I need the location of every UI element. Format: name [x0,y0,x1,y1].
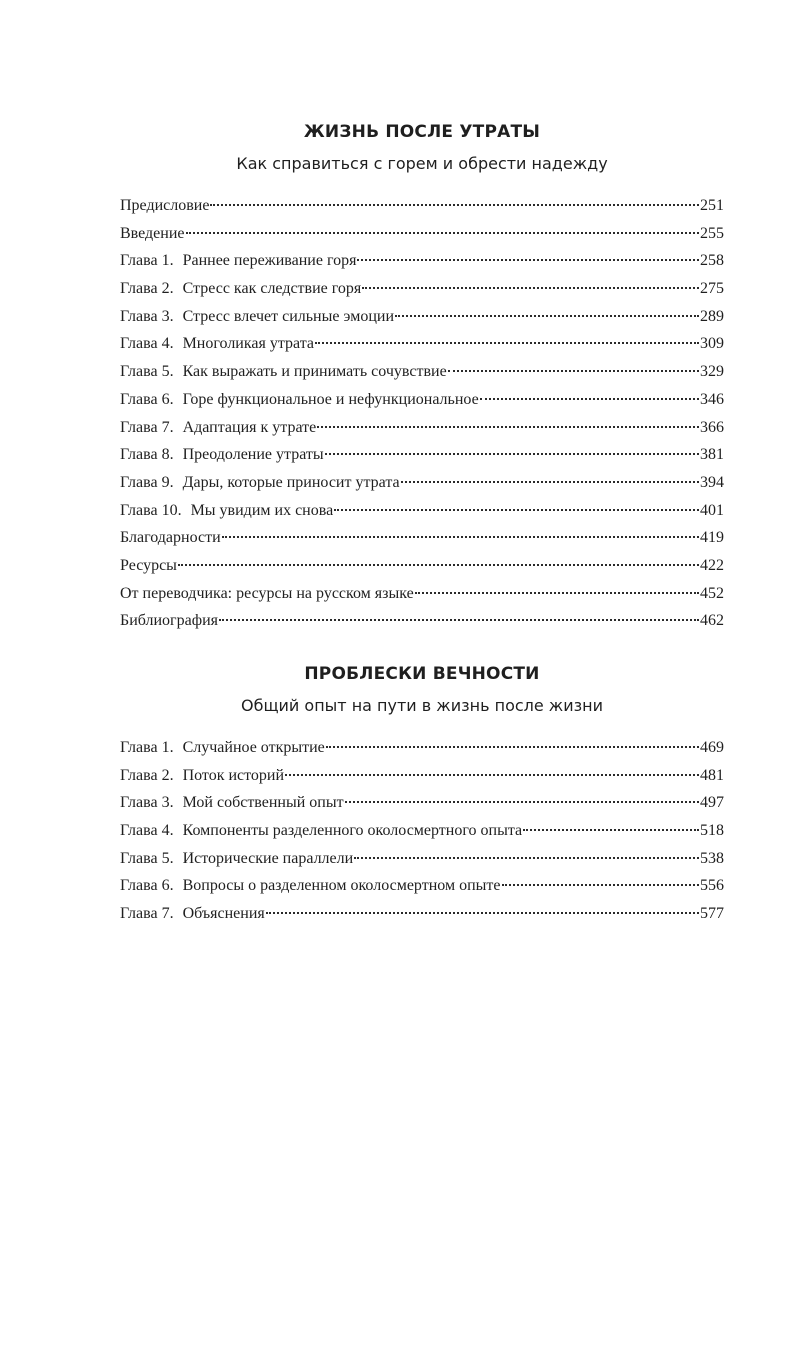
entry-title: Предисловие [120,197,210,214]
dot-leader [315,342,699,344]
chapter-number: Глава 6. [120,877,174,895]
chapter-number: Глава 3. [120,794,174,812]
page-number: 275 [700,280,724,298]
entry-title: Библиография [120,612,218,630]
toc-entry [120,220,724,248]
toc-entry [120,386,724,414]
toc-entry [120,275,724,303]
entry-title: Мой собственный опыт [182,794,344,812]
entry-title: Объяснения [182,905,265,923]
dot-leader [266,912,699,914]
page-number: 289 [700,307,724,325]
section-title: ЖИЗНЬ ПОСЛЕ УТРАТЫ [303,122,541,142]
dot-leader [415,592,699,594]
page-number: 469 [700,739,724,756]
entry-title: Горе функциональное и нефункциональное [182,390,479,408]
dot-leader [325,453,699,455]
dot-leader [219,619,699,621]
chapter-number: Глава 4. [120,822,174,840]
entry-title: Вопросы о разделенном околосмертном опыте [182,877,501,895]
dot-leader [317,426,699,428]
dot-leader [222,536,699,538]
toc-entry [120,552,724,580]
section-subtitle: Общий опыт на пути в жизнь после жизни [241,696,603,715]
toc-section-glimpses-of-eternity [120,660,724,928]
page-number: 497 [700,794,724,812]
chapter-number: Глава 10. [120,501,182,519]
page-number: 419 [700,529,724,547]
entry-title: Введение [120,224,185,242]
chapter-number: Глава 5. [120,363,174,381]
toc-entry [120,497,724,525]
page-number: 538 [700,849,724,867]
page-number: 556 [700,877,724,895]
entry-title: Ресурсы [120,556,177,574]
toc-entry [120,469,724,497]
toc-list [120,734,724,928]
entry-title: От переводчика: ресурсы на русском языке [120,584,414,602]
chapter-number: Глава 4. [120,335,174,353]
toc-entry [120,789,724,817]
toc-entry [120,872,724,900]
page-number: 518 [700,822,724,840]
dot-leader [448,370,699,372]
page-number: 481 [700,766,724,784]
chapter-number: Глава 7. [120,418,174,436]
page-number: 452 [700,584,724,602]
entry-title: Мы увидим их снова [190,501,334,519]
toc-entry [120,900,724,928]
chapter-number: Глава 1. [120,739,174,756]
page-number: 251 [700,197,724,214]
chapter-number: Глава 3. [120,307,174,325]
chapter-number: Глава 2. [120,766,174,784]
page-number: 381 [700,446,724,464]
page-number: 462 [700,612,724,630]
chapter-number: Глава 1. [120,252,174,270]
dot-leader [401,481,699,483]
page-number: 255 [700,224,724,242]
chapter-number: Глава 7. [120,905,174,923]
page-number: 401 [700,501,724,519]
dot-leader [285,774,699,776]
chapter-number: Глава 8. [120,446,174,464]
entry-title: Как выражать и принимать сочувствие [182,363,447,381]
page-number: 366 [700,418,724,436]
entry-title: Многоликая утрата [182,335,315,353]
page-number: 309 [700,335,724,353]
dot-leader [326,746,699,748]
toc-entry [120,441,724,469]
page-number: 329 [700,363,724,381]
section-subtitle: Как справиться с горем и обрести надежду [236,154,608,173]
toc-entry [120,845,724,873]
dot-leader [395,315,699,317]
toc-entry [120,414,724,442]
toc-entry [120,192,724,220]
dot-leader [480,398,699,400]
entry-title: Адаптация к утрате [182,418,317,436]
entry-title: Преодоление утраты [182,446,324,464]
toc-entry [120,247,724,275]
entry-title: Случайное открытие [182,739,325,756]
toc-entry [120,762,724,790]
toc-entry [120,734,724,762]
entry-title: Дары, которые приносит утрата [182,473,400,491]
dot-leader [334,509,699,511]
page-number: 394 [700,473,724,491]
toc-entry [120,817,724,845]
toc-list [120,192,724,635]
entry-title: Исторические параллели [182,849,354,867]
toc-entry [120,607,724,635]
dot-leader [502,884,700,886]
entry-title: Стресс влечет сильные эмоции [182,307,394,325]
page-number: 577 [700,905,724,923]
toc-entry [120,303,724,331]
entry-title: Компоненты разделенного околосмертного опыта [182,822,523,840]
chapter-number: Глава 9. [120,473,174,491]
dot-leader [210,204,699,206]
entry-title: Раннее переживание горя [182,252,357,270]
dot-leader [362,287,699,289]
page-number: 422 [700,556,724,574]
entry-title: Поток историй [182,766,285,784]
entry-title: Благодарности [120,529,221,547]
dot-leader [523,829,699,831]
dot-leader [354,857,699,859]
chapter-number: Глава 6. [120,390,174,408]
toc-entry [120,358,724,386]
dot-leader [178,564,699,566]
chapter-number: Глава 2. [120,280,174,298]
chapter-number: Глава 5. [120,849,174,867]
section-title: ПРОБЛЕСКИ ВЕЧНОСТИ [304,664,540,684]
dot-leader [345,801,699,803]
toc-entry [120,580,724,608]
page-number: 346 [700,390,724,408]
page-number: 258 [700,252,724,270]
toc-entry [120,330,724,358]
dot-leader [186,232,700,234]
entry-title: Стресс как следствие горя [182,280,362,298]
dot-leader [357,259,699,261]
toc-section-life-after-loss [120,118,724,635]
toc-entry [120,524,724,552]
